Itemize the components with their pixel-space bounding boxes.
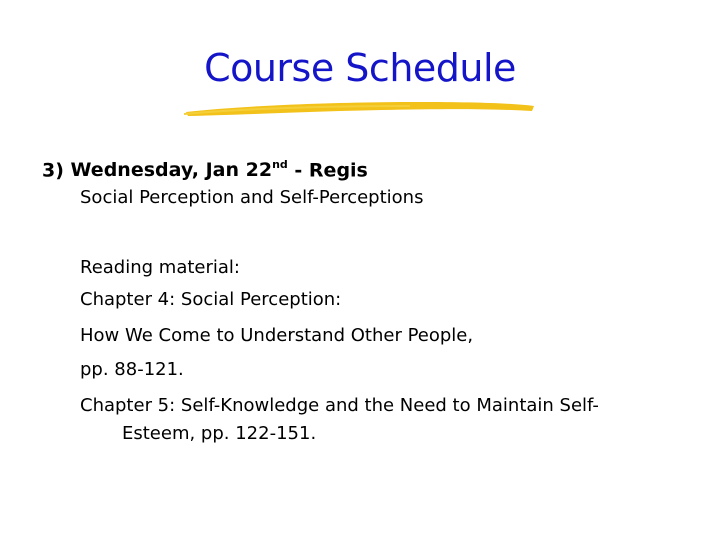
reading-line-chapter-4-subtitle: How We Come to Understand Other People, [80,325,474,346]
session-topic: Social Perception and Self-Perceptions [80,187,424,208]
session-date: Wednesday, Jan 22nd [70,158,288,182]
session-location: - Regis [294,159,368,182]
reading-line-chapter-4: Chapter 4: Social Perception: [80,289,342,310]
reading-label: Reading material: [80,257,240,278]
date-ordinal: nd [272,158,288,171]
session-number: 3) [42,159,64,182]
reading-line-chapter-5-continued: Esteem, pp. 122-151. [122,423,317,444]
reading-line-chapter-5: Chapter 5: Self-Knowledge and the Need to Maintain Self- [80,395,599,416]
title-underline-brushstroke [180,96,540,122]
session-heading [42,152,368,184]
reading-line-chapter-4-pages: pp. 88-121. [80,359,184,380]
slide-title: Course Schedule [204,46,516,90]
